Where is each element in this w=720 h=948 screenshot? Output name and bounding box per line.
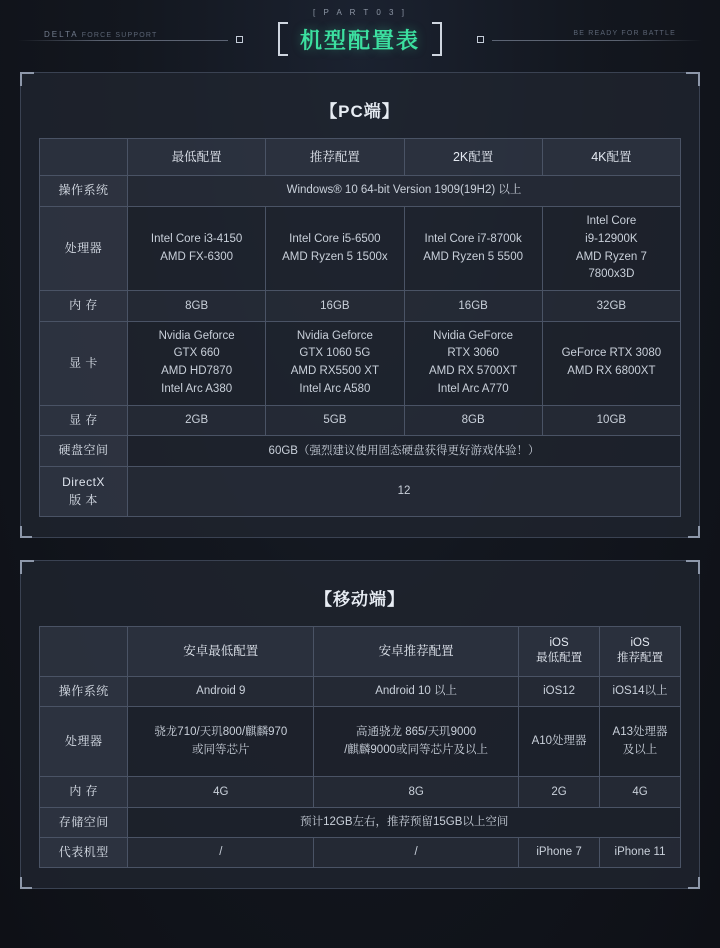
pc-vram-rec: 5GB (266, 405, 404, 435)
pc-table-header-row (40, 139, 681, 176)
corner-bottom-left-icon (20, 526, 32, 538)
pc-row-value-directx: 12 (128, 466, 681, 516)
mobile-ram-android-rec: 8G (314, 777, 519, 807)
pc-col-2: 推荐配置 (266, 139, 404, 176)
table-row (40, 291, 681, 321)
mobile-os-ios-min: iOS12 (519, 676, 600, 706)
table-row (40, 321, 681, 405)
pc-ram-min: 8GB (128, 291, 266, 321)
pc-row-label-cpu: 处理器 (40, 206, 128, 290)
mobile-device-android-rec: / (314, 838, 519, 868)
mobile-device-ios-min: iPhone 7 (519, 838, 600, 868)
table-row (40, 777, 681, 807)
mobile-os-ios-rec: iOS14以上 (600, 676, 681, 706)
pc-row-label-vram: 显 存 (40, 405, 128, 435)
mobile-cpu-ios-rec: A13处理器 及以上 (600, 707, 681, 777)
pc-cpu-min: Intel Core i3-4150 AMD FX-6300 (128, 206, 266, 290)
page-header (0, 0, 720, 72)
pc-vram-min: 2GB (128, 405, 266, 435)
pc-row-label-os: 操作系统 (40, 176, 128, 207)
mobile-table-header-row (40, 626, 681, 676)
table-row (40, 676, 681, 706)
mobile-cpu-android-min: 骁龙710/天玑800/麒麟970 或同等芯片 (128, 707, 314, 777)
mobile-row-label-storage: 存储空间 (40, 807, 128, 837)
corner-bottom-right-icon (688, 877, 700, 889)
pc-spec-panel (20, 72, 700, 538)
table-row (40, 838, 681, 868)
pc-ram-4k: 32GB (542, 291, 680, 321)
pc-gpu-2k: Nvidia GeForce RTX 3060 AMD RX 5700XT Intel Arc A770 (404, 321, 542, 405)
mobile-row-label-device: 代表机型 (40, 838, 128, 868)
mobile-cpu-android-rec: 高通骁龙 865/天玑9000 /麒麟9000或同等芯片及以上 (314, 707, 519, 777)
bracket-left-icon (278, 22, 288, 56)
mobile-ram-ios-min: 2G (519, 777, 600, 807)
pc-row-value-disk: 60GB（强烈建议使用固态硬盘获得更好游戏体验！） (128, 436, 681, 466)
mobile-col-2: 安卓推荐配置 (314, 626, 519, 676)
pc-vram-2k: 8GB (404, 405, 542, 435)
mobile-row-value-storage: 预计12GB左右，推荐预留15GB以上空间 (128, 807, 681, 837)
mobile-cpu-ios-min: A10处理器 (519, 707, 600, 777)
pc-row-label-directx: DirectX 版 本 (40, 466, 128, 516)
mobile-ram-android-min: 4G (128, 777, 314, 807)
mobile-device-android-min: / (128, 838, 314, 868)
table-row (40, 176, 681, 207)
part-label: [ P A R T 0 3 ] (313, 8, 407, 17)
pc-col-1: 最低配置 (128, 139, 266, 176)
table-row (40, 206, 681, 290)
pc-col-3: 2K配置 (404, 139, 542, 176)
mobile-spec-panel (20, 560, 700, 890)
pc-row-value-os: Windows® 10 64-bit Version 1909(19H2) 以上 (128, 176, 681, 207)
header-watermark-left-big: DELTA (44, 30, 79, 39)
pc-ram-rec: 16GB (266, 291, 404, 321)
mobile-col-0 (40, 626, 128, 676)
bracket-right-icon (432, 22, 442, 56)
page-title: 机型配置表 (299, 27, 420, 53)
mobile-os-android-min: Android 9 (128, 676, 314, 706)
pc-spec-table (39, 138, 681, 517)
pc-cpu-4k: Intel Core i9-12900K AMD Ryzen 7 7800x3D (542, 206, 680, 290)
mobile-ram-ios-rec: 4G (600, 777, 681, 807)
mobile-device-ios-rec: iPhone 11 (600, 838, 681, 868)
mobile-spec-table (39, 626, 681, 869)
header-watermark-right: BE READY FOR BATTLE (573, 30, 676, 37)
pc-cpu-2k: Intel Core i7-8700k AMD Ryzen 5 5500 (404, 206, 542, 290)
pc-col-0 (40, 139, 128, 176)
table-row (40, 405, 681, 435)
pc-row-label-ram: 内 存 (40, 291, 128, 321)
table-row (40, 466, 681, 516)
page-title-wrap (0, 22, 720, 56)
corner-bottom-left-icon (20, 877, 32, 889)
mobile-row-label-os: 操作系统 (40, 676, 128, 706)
pc-row-label-gpu: 显 卡 (40, 321, 128, 405)
corner-bottom-right-icon (688, 526, 700, 538)
pc-gpu-rec: Nvidia Geforce GTX 1060 5G AMD RX5500 XT Intel Arc A580 (266, 321, 404, 405)
pc-ram-2k: 16GB (404, 291, 542, 321)
table-row (40, 807, 681, 837)
pc-col-4: 4K配置 (542, 139, 680, 176)
mobile-col-1: 安卓最低配置 (128, 626, 314, 676)
mobile-panel-title: 【移动端】 (315, 589, 405, 609)
header-watermark-left-small: FORCE SUPPORT (81, 32, 158, 39)
pc-row-label-disk: 硬盘空间 (40, 436, 128, 466)
table-row (40, 707, 681, 777)
pc-gpu-min: Nvidia Geforce GTX 660 AMD HD7870 Intel Arc A380 (128, 321, 266, 405)
pc-panel-title: 【PC端】 (320, 102, 400, 121)
table-row (40, 436, 681, 466)
mobile-col-3: iOS 最低配置 (519, 626, 600, 676)
mobile-col-4: iOS 推荐配置 (600, 626, 681, 676)
pc-vram-4k: 10GB (542, 405, 680, 435)
pc-gpu-4k: GeForce RTX 3080 AMD RX 6800XT (542, 321, 680, 405)
pc-cpu-rec: Intel Core i5-6500 AMD Ryzen 5 1500x (266, 206, 404, 290)
mobile-row-label-cpu: 处理器 (40, 707, 128, 777)
mobile-row-label-ram: 内 存 (40, 777, 128, 807)
mobile-os-android-rec: Android 10 以上 (314, 676, 519, 706)
